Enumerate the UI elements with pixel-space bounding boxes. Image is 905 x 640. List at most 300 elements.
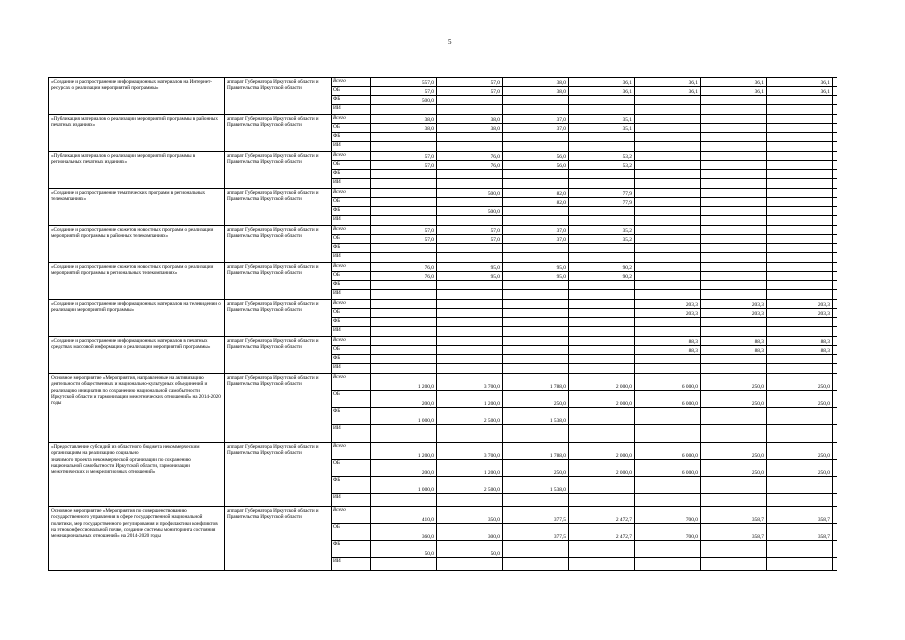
amount-cell [767,115,833,123]
budget-table [48,77,837,571]
amount-cell [767,263,833,271]
amount-cell [701,272,767,280]
funding-row-ii [332,142,837,151]
executor-cell: аппарат Губернатора Иркутской области и Правительства Иркутской области [225,226,332,262]
amount-cell [569,507,635,523]
table-row [49,78,837,115]
amount-value: 88,3 [754,348,764,354]
amount-cell [701,235,767,243]
amount-cell [437,105,503,114]
amount-value: 500,0 [487,191,500,197]
amount-cell [569,179,635,188]
amount-cell [437,207,503,215]
amount-value: 360,0 [421,534,434,540]
funding-row-ii [332,105,837,114]
amount-cell [503,263,569,271]
amount-cell [767,170,833,178]
amount-cell [503,318,569,326]
amount-cell [635,374,701,390]
amount-cell [569,198,635,206]
amount-cell [569,281,635,289]
amount-value: 36,1 [622,89,632,95]
amount-value: 1 200,0 [417,453,434,459]
executor-cell: аппарат Губернатора Иркутской области и Правительства Иркутской области [225,443,332,506]
amount-value: 76,0 [490,154,500,160]
amount-value: 95,0 [556,274,566,280]
amount-cell [701,318,767,326]
amount-cell [635,207,701,215]
amount-cell [503,494,569,506]
amount-value: 2 000,0 [615,401,632,407]
funding-source-label: ФБ [332,541,371,557]
amount-cell [635,408,701,424]
amount-value: 200,0 [421,470,434,476]
amount-cell [767,408,833,424]
amount-cell [437,142,503,151]
amount-value: 37,0 [556,126,566,132]
amount-cell [701,115,767,123]
amount-cell [767,558,833,570]
amount-cell [437,391,503,407]
amount-cell [635,391,701,407]
amount-cell [503,281,569,289]
amount-cell [371,494,437,506]
amount-value: 358,7 [751,534,764,540]
amount-cell [371,105,437,114]
amount-cell [503,216,569,225]
amount-cell [437,327,503,336]
amount-value: 1 538,0 [549,418,566,424]
amount-cell [635,318,701,326]
funding-source-label: ОБ [332,460,371,476]
amount-cell [635,263,701,271]
amount-cell [503,244,569,252]
amount-cell [437,524,503,540]
amount-cell [503,507,569,523]
amount-cell [503,235,569,243]
amount-value: 77,9 [622,191,632,197]
amount-cell [701,263,767,271]
amount-cell [635,300,701,308]
amount-cell [569,96,635,104]
funding-row-total [332,263,837,272]
executor-cell: аппарат Губернатора Иркутской области и Правительства Иркутской области [225,507,332,570]
amount-cell [569,87,635,95]
amount-cell [371,207,437,215]
amount-cell [569,346,635,354]
amount-value: 38,0 [490,117,500,123]
funding-source-label: ИИ [332,494,371,506]
amount-value: 57,0 [490,80,500,86]
amount-value: 203,3 [685,302,698,308]
amount-cell [635,558,701,570]
amount-value: 557,0 [421,80,434,86]
amount-value: 500,0 [421,98,434,104]
amount-cell [701,170,767,178]
amount-cell [503,142,569,151]
amount-cell [767,78,833,86]
measure-description: «Создание и распространение информационных материалов на Интернет-ресурсах о реализации мероприятий программы» [49,78,225,114]
amount-cell [767,207,833,215]
amount-value: 1 000,0 [417,487,434,493]
funding-row-ob [332,161,837,170]
amount-cell [701,408,767,424]
measure-description: «Предоставление субсидий из областного бюджета некоммерческим организациям на реализацию социально значимого проекта некоммерческой организации по сохранению национальной самобытности Иркутской области, гармонизации межэтнических и межрелигиозных отношений» [49,443,225,506]
amount-cell [503,374,569,390]
amount-value: 38,0 [424,117,434,123]
amount-cell [569,235,635,243]
amount-value: 76,0 [424,265,434,271]
amount-value: 358,7 [817,534,830,540]
amount-value: 38,0 [424,126,434,132]
amount-cell [503,272,569,280]
amount-cell [503,290,569,299]
amount-cell [437,281,503,289]
amount-cell [569,327,635,336]
amount-cell [701,105,767,114]
amount-cell [767,281,833,289]
amount-cell [503,541,569,557]
amount-cell [437,124,503,132]
amount-value: 1 788,0 [549,453,566,459]
funding-row-ii [332,290,837,299]
measure-description: «Публикация материалов о реализации мероприятий программы в региональных печатных изданиях» [49,152,225,188]
amount-value: 36,1 [688,89,698,95]
amount-value: 700,0 [685,534,698,540]
amount-cell [701,244,767,252]
amount-cell [371,558,437,570]
amount-cell [569,253,635,262]
amount-cell [635,443,701,459]
amount-cell [767,460,833,476]
amount-cell [635,244,701,252]
amount-cell [569,355,635,363]
amount-cell [437,355,503,363]
amount-cell [503,408,569,424]
amount-cell [635,78,701,86]
measure-description: «Создание и распространение информационных материалов в печатных средствах массовой информации о реализации мероприятий программы» [49,337,225,373]
amount-cell [371,443,437,459]
executor-cell: аппарат Губернатора Иркутской области и Правительства Иркутской области [225,189,332,225]
amount-cell [767,374,833,390]
table-row [49,300,837,337]
amount-value: 350,0 [487,517,500,523]
amount-cell [767,337,833,345]
amount-cell [437,96,503,104]
funding-row-ii [332,364,837,373]
amount-value: 250,0 [553,401,566,407]
amount-cell [503,226,569,234]
amount-cell [635,124,701,132]
amount-value: 250,0 [817,470,830,476]
amount-cell [371,96,437,104]
funding-row-ob [332,391,837,408]
amount-cell [767,425,833,442]
funding-source-label: ФБ [332,207,371,215]
amount-cell [767,105,833,114]
amount-cell [635,309,701,317]
amount-value: 76,0 [490,163,500,169]
measure-description: Основное мероприятие «Мероприятия, направленные на активизацию деятельности общественных и национально-культурных объединений и реализацию инициатив по сохранению национальной самобытности Иркутской области и гармонизации межэтнических отношений» на 2014-2020 годы [49,374,225,442]
amount-cell [767,391,833,407]
amount-cell [635,272,701,280]
funding-row-fb [332,477,837,494]
amount-cell [437,263,503,271]
amount-cell [701,443,767,459]
amount-value: 6 000,0 [681,470,698,476]
amount-cell [437,216,503,225]
funding-source-label: ОБ [332,309,371,317]
amount-cell [767,235,833,243]
amount-value: 36,1 [820,89,830,95]
table-row [49,374,837,443]
amount-cell [767,318,833,326]
amount-cell [767,346,833,354]
funding-source-label: ОБ [332,524,371,540]
amount-cell [701,507,767,523]
amount-cell [437,226,503,234]
amount-cell [569,300,635,308]
amount-cell [569,189,635,197]
amount-cell [371,281,437,289]
funding-source-label: ФБ [332,244,371,252]
amount-value: 38,0 [556,89,566,95]
amount-value: 250,0 [751,401,764,407]
amount-value: 88,3 [820,348,830,354]
amount-cell [503,337,569,345]
amount-value: 1 788,0 [549,384,566,390]
amount-cell [437,425,503,442]
amount-cell [701,391,767,407]
funding-source-label: ИИ [332,142,371,151]
amount-value: 358,7 [751,517,764,523]
amount-cell [437,179,503,188]
amount-value: 57,0 [490,228,500,234]
amount-cell [767,253,833,262]
amount-cell [701,290,767,299]
amount-cell [767,216,833,225]
funding-source-label: ОБ [332,272,371,280]
amount-value: 50,0 [424,551,434,557]
table-row [49,337,837,374]
amount-cell [371,300,437,308]
amount-cell [701,309,767,317]
amount-value: 250,0 [817,401,830,407]
amount-cell [437,161,503,169]
amount-value: 1 000,0 [417,418,434,424]
amount-cell [701,133,767,141]
amount-cell [371,524,437,540]
funding-source-label: ОБ [332,161,371,169]
amount-value: 35,2 [622,237,632,243]
amount-cell [437,300,503,308]
amount-value: 82,0 [556,200,566,206]
amount-value: 358,7 [817,517,830,523]
amount-cell [635,96,701,104]
funding-row-ii [332,558,837,570]
amount-cell [371,235,437,243]
funding-row-fb [332,541,837,558]
funding-row-fb [332,318,837,327]
amount-cell [767,124,833,132]
amount-cell [503,124,569,132]
amount-cell [635,477,701,493]
funding-row-total [332,337,837,346]
amount-value: 1 200,0 [417,384,434,390]
amount-value: 95,0 [556,265,566,271]
amount-cell [503,477,569,493]
amount-cell [371,327,437,336]
funding-source-label: ОБ [332,346,371,354]
amount-cell [371,374,437,390]
amount-cell [767,355,833,363]
amount-cell [437,189,503,197]
amount-value: 88,3 [688,339,698,345]
amount-cell [701,142,767,151]
funding-source-label: ФБ [332,281,371,289]
funding-row-ii [332,327,837,336]
amount-value: 6 000,0 [681,401,698,407]
amount-value: 76,0 [424,274,434,280]
amount-cell [635,507,701,523]
amount-cell [503,346,569,354]
funding-source-label: ИИ [332,290,371,299]
funding-row-ob [332,124,837,133]
amount-cell [635,189,701,197]
amount-cell [503,327,569,336]
funding-source-label: ИИ [332,179,371,188]
amount-cell [503,364,569,373]
amount-value: 2 472,7 [615,534,632,540]
amount-cell [371,253,437,262]
amount-cell [371,290,437,299]
funding-row-fb [332,170,837,179]
amount-cell [437,364,503,373]
amount-cell [503,133,569,141]
amount-cell [371,355,437,363]
amount-cell [767,198,833,206]
amount-cell [767,161,833,169]
amount-cell [371,152,437,160]
amount-cell [371,318,437,326]
amount-cell [701,558,767,570]
funding-row-total [332,78,837,87]
amount-cell [503,558,569,570]
amount-value: 36,1 [688,80,698,86]
measure-description: «Создание и распространение сюжетов новостных программ о реализации мероприятий программы в региональных телекомпаниях» [49,263,225,299]
amount-cell [767,327,833,336]
amount-cell [767,142,833,151]
amount-cell [371,124,437,132]
funding-source-label: ОБ [332,198,371,206]
amount-cell [701,179,767,188]
amount-cell [503,105,569,114]
amount-cell [371,161,437,169]
amount-value: 2 000,0 [615,470,632,476]
amount-cell [437,198,503,206]
funding-source-label: ИИ [332,558,371,570]
amount-cell [371,309,437,317]
amount-cell [437,87,503,95]
amount-cell [503,355,569,363]
amount-cell [701,189,767,197]
amount-cell [701,364,767,373]
amount-cell [635,337,701,345]
amount-value: 203,3 [817,311,830,317]
amount-cell [437,170,503,178]
amount-cell [437,272,503,280]
amount-cell [569,216,635,225]
amount-value: 56,0 [556,154,566,160]
amount-value: 57,0 [424,237,434,243]
page-number: 5 [448,38,452,46]
funding-source-label: Всего [332,507,371,523]
amount-cell [701,346,767,354]
funding-source-label: ФБ [332,355,371,363]
measure-description: «Создание и распространение тематических программ в региональных телекомпаниях» [49,189,225,225]
amount-cell [569,78,635,86]
amount-cell [635,170,701,178]
executor-cell: аппарат Губернатора Иркутской области и Правительства Иркутской области [225,374,332,442]
amount-cell [503,460,569,476]
amount-cell [503,115,569,123]
amount-value: 37,0 [556,237,566,243]
amount-cell [569,337,635,345]
amount-cell [437,346,503,354]
executor-cell: аппарат Губернатора Иркутской области и Правительства Иркутской области [225,115,332,151]
amount-value: 250,0 [751,453,764,459]
amount-value: 95,0 [490,265,500,271]
table-row [49,443,837,507]
amount-value: 2 500,0 [483,418,500,424]
amount-cell [503,179,569,188]
amount-cell [569,541,635,557]
amount-cell [635,425,701,442]
table-row [49,263,837,300]
amount-cell [635,235,701,243]
amount-cell [569,558,635,570]
amount-cell [569,494,635,506]
funding-row-total [332,189,837,198]
amount-cell [503,161,569,169]
funding-row-ob [332,460,837,477]
amount-value: 38,0 [556,80,566,86]
amount-value: 203,3 [751,311,764,317]
funding-source-label: ФБ [332,318,371,326]
amount-cell [767,87,833,95]
amount-value: 3 700,0 [483,453,500,459]
amount-cell [635,133,701,141]
amount-cell [569,425,635,442]
amount-cell [371,425,437,442]
amount-value: 300,0 [487,534,500,540]
amount-cell [437,152,503,160]
amount-cell [635,87,701,95]
amount-cell [371,477,437,493]
amount-cell [503,189,569,197]
amount-value: 250,0 [817,384,830,390]
amount-cell [767,300,833,308]
funding-source-label: ФБ [332,133,371,141]
amount-cell [569,477,635,493]
amount-cell [701,253,767,262]
amount-cell [767,494,833,506]
amount-value: 500,0 [487,209,500,215]
amount-cell [767,189,833,197]
amount-cell [503,524,569,540]
amount-cell [635,152,701,160]
amount-cell [767,244,833,252]
